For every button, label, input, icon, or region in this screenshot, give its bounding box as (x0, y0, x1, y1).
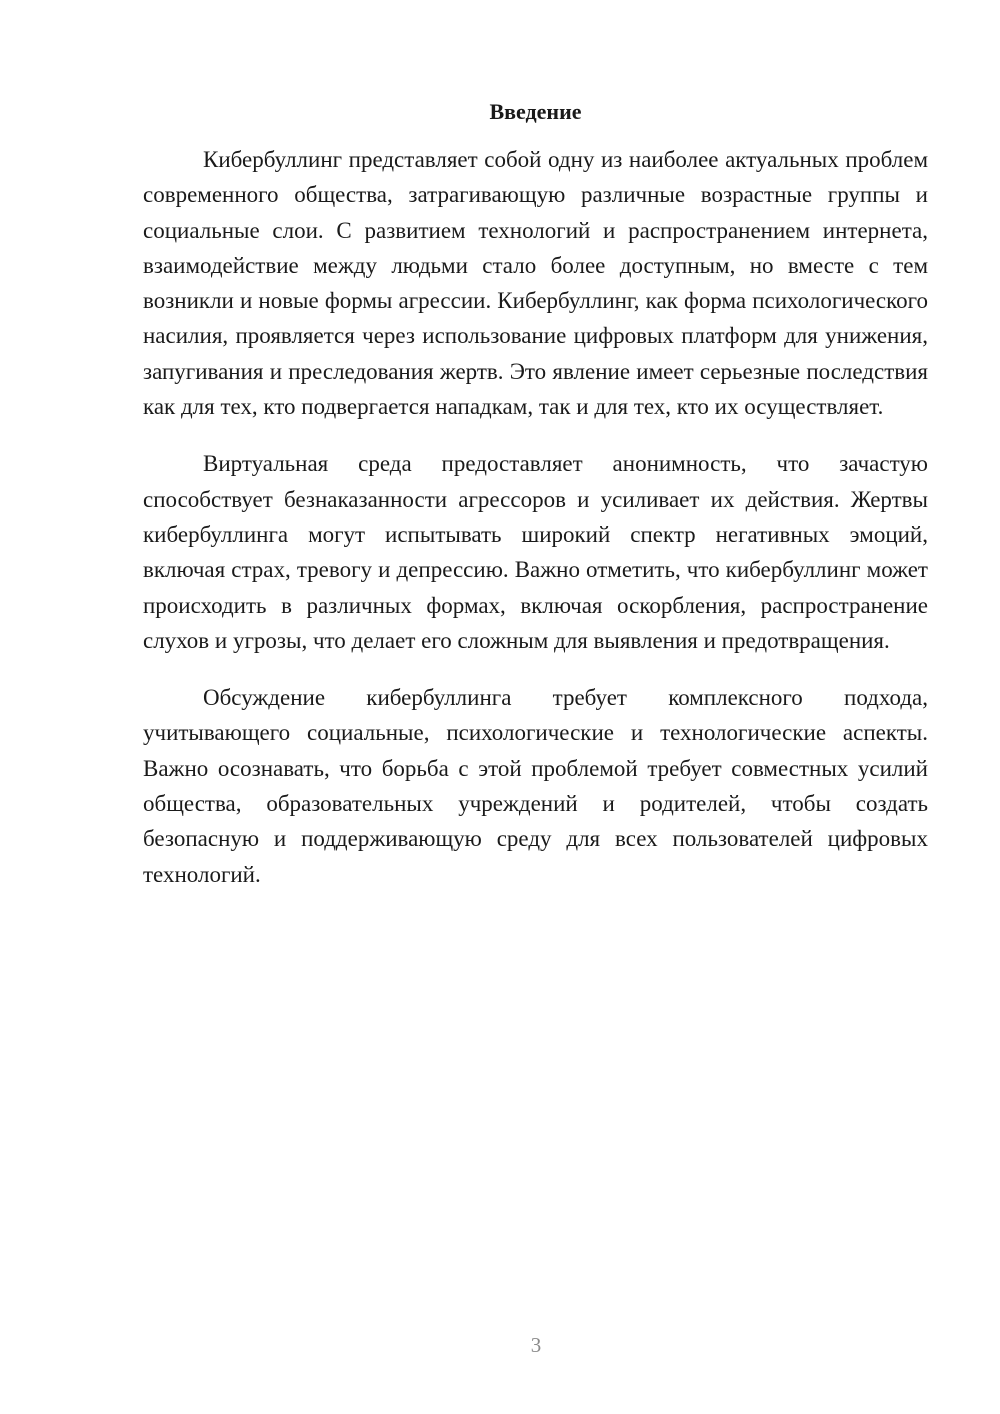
section-title: Введение (489, 99, 582, 124)
body-text (143, 142, 928, 914)
page-number: 3 (530, 1333, 542, 1357)
paragraph-2: Виртуальная среда предоставляет анонимность, что зачастую способствует безнаказанности агрессоров и усиливает их действия. Жертвы кибербуллинга могут испытывать широкий спектр негативных эмоций, включая страх, тревогу и депрессию. Важно отметить, что кибербуллинг может происходить в различных формах, включая оскорбления, распространение слухов и угрозы, что делает его сложным для выявления и предотвращения. (143, 451, 928, 653)
paragraph-3: Обсуждение кибербуллинга требует комплексного подхода, учитывающего социальные, психологические и технологические аспекты. Важно осознавать, что борьба с этой проблемой требует совместных усилий общества, образовательных учреждений и родителей, чтобы создать безопасную и поддерживающую среду для всех пользователей цифровых технологий. (143, 685, 928, 887)
paragraph-1: Кибербуллинг представляет собой одну из наиболее актуальных проблем современного общества, затрагивающую различные возрастные группы и социальные слои. С развитием технологий и распространением интернета, взаимодействие между людьми стало более доступным, но вместе с тем возникли и новые формы агрессии. Кибербуллинг, как форма психологического насилия, проявляется через использование цифровых платформ для унижения, запугивания и преследования жертв. Это явление имеет серьезные последствия как для тех, кто подвергается нападкам, так и для тех, кто их осуществляет. (143, 147, 928, 420)
